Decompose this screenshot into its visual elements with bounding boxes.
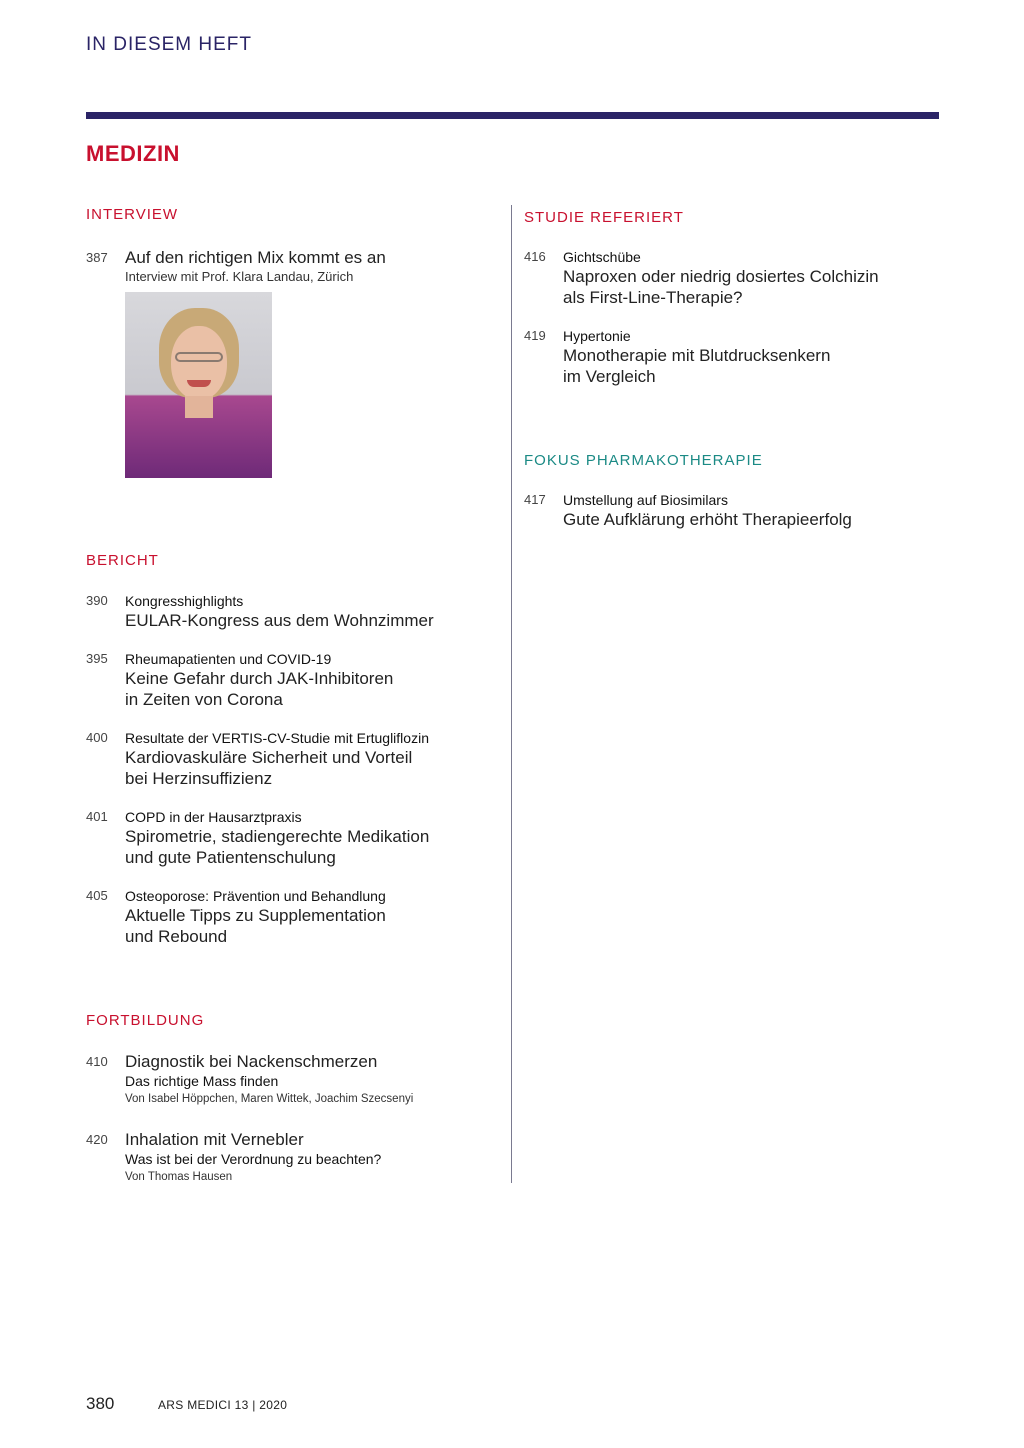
entry-title: Gute Aufklärung erhöht Therapieerfolg: [563, 510, 852, 529]
page-number: 410: [86, 1054, 108, 1069]
entry-kicker: Kongresshighlights: [125, 593, 244, 609]
column-divider: [511, 205, 512, 1183]
interviewee-portrait: [125, 292, 272, 478]
page-number: 401: [86, 809, 108, 824]
page-number: 416: [524, 249, 546, 264]
page-number: 419: [524, 328, 546, 343]
entry-subtitle: Was ist bei der Verordnung zu beachten?: [125, 1151, 382, 1167]
entry-title: Monotherapie mit Blutdrucksenkern: [563, 346, 831, 365]
entry-title: Keine Gefahr durch JAK-Inhibitoren: [125, 669, 394, 688]
entry-title: Spirometrie, stadiengerechte Medikation: [125, 827, 430, 846]
category-bericht: BERICHT: [86, 552, 159, 569]
entry-title: Inhalation mit Vernebler: [125, 1130, 304, 1149]
page-number: 417: [524, 492, 546, 507]
entry-kicker: Osteoporose: Prävention und Behandlung: [125, 888, 386, 904]
entry-kicker: COPD in der Hausarztpraxis: [125, 809, 302, 825]
entry-subtitle: Das richtige Mass finden: [125, 1073, 279, 1089]
entry-title-line-2: und gute Patientenschulung: [125, 848, 336, 867]
page-number: 420: [86, 1132, 108, 1147]
entry-kicker: Resultate der VERTIS-CV-Studie mit Ertugliflozin: [125, 730, 429, 746]
entry-title-line-2: und Rebound: [125, 927, 228, 946]
footer-page-number: 380: [86, 1394, 115, 1413]
entry-title: Aktuelle Tipps zu Supplementation: [125, 906, 386, 925]
category-fokus: FOKUS PHARMAKOTHERAPIE: [524, 452, 763, 469]
category-interview: INTERVIEW: [86, 206, 179, 223]
header-title: IN DIESEM HEFT: [86, 34, 253, 55]
entry-kicker: Hypertonie: [563, 328, 631, 344]
header-rule: [86, 112, 939, 119]
entry-authors: Von Isabel Höppchen, Maren Wittek, Joachim Szecsenyi: [125, 1093, 414, 1105]
entry-kicker: Gichtschübe: [563, 249, 641, 265]
page-number: 400: [86, 730, 108, 745]
entry-title: Kardiovaskuläre Sicherheit und Vorteil: [125, 748, 413, 767]
entry-subtitle: Interview mit Prof. Klara Landau, Zürich: [125, 269, 354, 284]
page-number: 395: [86, 651, 108, 666]
entry-title: Naproxen oder niedrig dosiertes Colchizin: [563, 267, 879, 286]
entry-title: Diagnostik bei Nackenschmerzen: [125, 1052, 378, 1071]
section-title: MEDIZIN: [86, 141, 180, 166]
entry-title-line-2: in Zeiten von Corona: [125, 690, 283, 709]
page-number: 387: [86, 250, 108, 265]
category-fortbildung: FORTBILDUNG: [86, 1012, 205, 1029]
entry-title: Auf den richtigen Mix kommt es an: [125, 248, 386, 267]
entry-kicker: Umstellung auf Biosimilars: [563, 492, 728, 508]
entry-authors: Von Thomas Hausen: [125, 1171, 233, 1183]
entry-title-line-2: bei Herzinsuffizienz: [125, 769, 273, 788]
footer-magazine: ARS MEDICI 13 | 2020: [158, 1398, 288, 1412]
entry-kicker: Rheumapatienten und COVID-19: [125, 651, 332, 667]
category-studie: STUDIE REFERIERT: [524, 209, 684, 226]
entry-title: EULAR-Kongress aus dem Wohnzimmer: [125, 611, 434, 630]
page-number: 405: [86, 888, 108, 903]
entry-title-line-2: als First-Line-Therapie?: [563, 288, 743, 307]
entry-title-line-2: im Vergleich: [563, 367, 656, 386]
page-number: 390: [86, 593, 108, 608]
